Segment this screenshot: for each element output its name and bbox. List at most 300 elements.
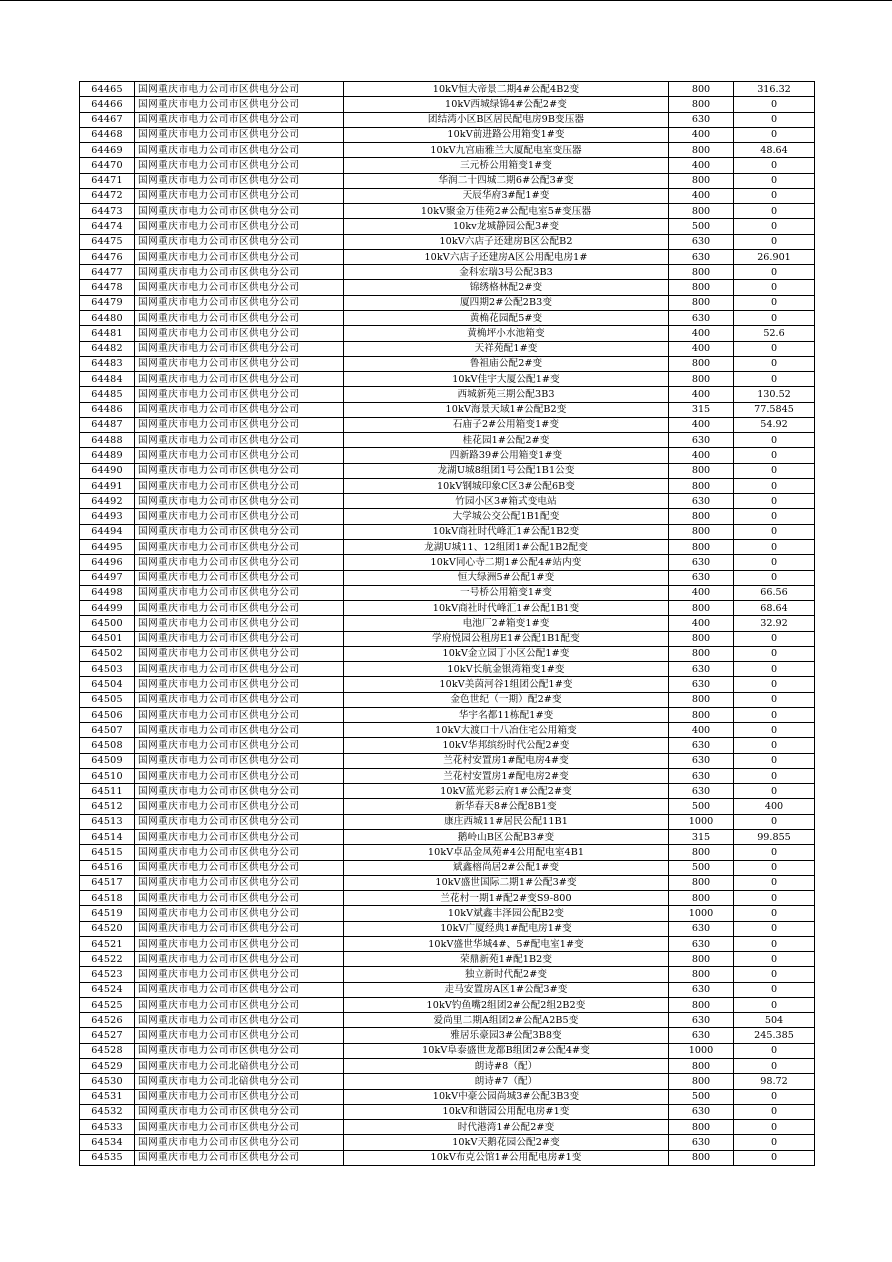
value-cell: 130.52 (734, 387, 815, 402)
row-id-cell: 64531 (80, 1089, 135, 1104)
company-cell: 国网重庆市电力公司市区供电分公司 (135, 921, 344, 936)
transformer-name-cell: 10kV恒大帝景二期4#公配4B2变 (344, 82, 669, 97)
value-cell: 316.32 (734, 82, 815, 97)
transformer-name-cell: 荣鼎新苑1#配1B2变 (344, 952, 669, 967)
company-cell: 国网重庆市电力公司市区供电分公司 (135, 341, 344, 356)
company-cell: 国网重庆市电力公司市区供电分公司 (135, 143, 344, 158)
value-cell: 0 (734, 97, 815, 112)
table-row (80, 1043, 815, 1058)
row-id-cell: 64526 (80, 1013, 135, 1028)
company-cell: 国网重庆市电力公司市区供电分公司 (135, 738, 344, 753)
company-cell: 国网重庆市电力公司市区供电分公司 (135, 601, 344, 616)
capacity-cell: 400 (669, 387, 734, 402)
table-row (80, 1059, 815, 1074)
row-id-cell: 64474 (80, 219, 135, 234)
capacity-cell: 630 (669, 738, 734, 753)
transformer-name-cell: 斌鑫榕尚居2#公配1#变 (344, 860, 669, 875)
company-cell: 国网重庆市电力公司市区供电分公司 (135, 310, 344, 325)
transformer-name-cell: 10kV海景天域1#公配B2变 (344, 402, 669, 417)
capacity-cell: 630 (669, 1135, 734, 1150)
table-row (80, 875, 815, 890)
row-id-cell: 64506 (80, 707, 135, 722)
table-row (80, 448, 815, 463)
table-row (80, 234, 815, 249)
table-row (80, 646, 815, 661)
transformer-name-cell: 10kV斌鑫丰泽园公配B2变 (344, 906, 669, 921)
table-row (80, 860, 815, 875)
transformer-name-cell: 鹅岭山B区公配B3#变 (344, 830, 669, 845)
row-id-cell: 64477 (80, 265, 135, 280)
value-cell: 0 (734, 112, 815, 127)
company-cell: 国网重庆市电力公司市区供电分公司 (135, 494, 344, 509)
capacity-cell: 1000 (669, 814, 734, 829)
company-cell: 国网重庆市电力公司市区供电分公司 (135, 631, 344, 646)
value-cell: 32.92 (734, 616, 815, 631)
company-cell: 国网重庆市电力公司市区供电分公司 (135, 82, 344, 97)
row-id-cell: 64490 (80, 463, 135, 478)
company-cell: 国网重庆市电力公司市区供电分公司 (135, 387, 344, 402)
company-cell: 国网重庆市电力公司市区供电分公司 (135, 463, 344, 478)
row-id-cell: 64478 (80, 280, 135, 295)
table-row (80, 845, 815, 860)
company-cell: 国网重庆市电力公司市区供电分公司 (135, 662, 344, 677)
company-cell: 国网重庆市电力公司市区供电分公司 (135, 158, 344, 173)
transformer-name-cell: 10kv龙城静园公配3#变 (344, 219, 669, 234)
table-row (80, 753, 815, 768)
company-cell: 国网重庆市电力公司市区供电分公司 (135, 417, 344, 432)
table-row (80, 631, 815, 646)
value-cell: 0 (734, 1043, 815, 1058)
capacity-cell: 800 (669, 631, 734, 646)
table-row (80, 249, 815, 264)
company-cell: 国网重庆市电力公司市区供电分公司 (135, 952, 344, 967)
transformer-name-cell: 雅居乐豪园3#公配3B8变 (344, 1028, 669, 1043)
table-row (80, 1074, 815, 1089)
transformer-name-cell: 10kV蓝光彩云府1#公配2#变 (344, 784, 669, 799)
value-cell: 0 (734, 997, 815, 1012)
row-id-cell: 64489 (80, 448, 135, 463)
capacity-cell: 800 (669, 692, 734, 707)
transformer-name-cell: 10kV华邦缤纷时代公配2#变 (344, 738, 669, 753)
capacity-cell: 400 (669, 585, 734, 600)
capacity-cell: 500 (669, 1089, 734, 1104)
transformer-name-cell: 鲁祖庙公配2#变 (344, 356, 669, 371)
table-row (80, 936, 815, 951)
capacity-cell: 1000 (669, 906, 734, 921)
capacity-cell: 400 (669, 723, 734, 738)
capacity-cell: 315 (669, 402, 734, 417)
company-cell: 国网重庆市电力公司市区供电分公司 (135, 1135, 344, 1150)
table-row (80, 1089, 815, 1104)
row-id-cell: 64509 (80, 753, 135, 768)
company-cell: 国网重庆市电力公司市区供电分公司 (135, 1028, 344, 1043)
capacity-cell: 630 (669, 753, 734, 768)
value-cell: 0 (734, 1089, 815, 1104)
value-cell: 0 (734, 967, 815, 982)
company-cell: 国网重庆市电力公司市区供电分公司 (135, 784, 344, 799)
value-cell: 0 (734, 768, 815, 783)
row-id-cell: 64479 (80, 295, 135, 310)
transformer-name-cell: 恒大绿洲5#公配1#变 (344, 570, 669, 585)
value-cell: 0 (734, 204, 815, 219)
value-cell: 0 (734, 1150, 815, 1165)
capacity-cell: 800 (669, 967, 734, 982)
capacity-cell: 800 (669, 524, 734, 539)
row-id-cell: 64530 (80, 1074, 135, 1089)
value-cell: 0 (734, 631, 815, 646)
company-cell: 国网重庆市电力公司市区供电分公司 (135, 448, 344, 463)
transformer-name-cell: 厦四期2#公配2B3变 (344, 295, 669, 310)
transformer-table (79, 81, 815, 1166)
transformer-name-cell: 朗诗#8（配） (344, 1059, 669, 1074)
company-cell: 国网重庆市电力公司市区供电分公司 (135, 814, 344, 829)
company-cell: 国网重庆市电力公司市区供电分公司 (135, 982, 344, 997)
table-row (80, 310, 815, 325)
company-cell: 国网重庆市电力公司市区供电分公司 (135, 112, 344, 127)
capacity-cell: 800 (669, 1059, 734, 1074)
table-row (80, 799, 815, 814)
row-id-cell: 64471 (80, 173, 135, 188)
value-cell: 245.385 (734, 1028, 815, 1043)
transformer-name-cell: 黄桷坪小水池箱变 (344, 326, 669, 341)
row-id-cell: 64497 (80, 570, 135, 585)
row-id-cell: 64528 (80, 1043, 135, 1058)
company-cell: 国网重庆市电力公司市区供电分公司 (135, 906, 344, 921)
value-cell: 26.901 (734, 249, 815, 264)
row-id-cell: 64484 (80, 372, 135, 387)
transformer-table-body (80, 82, 815, 1166)
capacity-cell: 800 (669, 173, 734, 188)
value-cell: 0 (734, 356, 815, 371)
company-cell: 国网重庆市电力公司市区供电分公司 (135, 799, 344, 814)
table-row (80, 433, 815, 448)
value-cell: 0 (734, 906, 815, 921)
transformer-name-cell: 华宇名都11栋配1#变 (344, 707, 669, 722)
table-row (80, 539, 815, 554)
row-id-cell: 64494 (80, 524, 135, 539)
row-id-cell: 64521 (80, 936, 135, 951)
table-row (80, 127, 815, 142)
table-row (80, 570, 815, 585)
company-cell: 国网重庆市电力公司市区供电分公司 (135, 692, 344, 707)
company-cell: 国网重庆市电力公司市区供电分公司 (135, 173, 344, 188)
table-row (80, 280, 815, 295)
value-cell: 0 (734, 524, 815, 539)
row-id-cell: 64520 (80, 921, 135, 936)
capacity-cell: 400 (669, 127, 734, 142)
row-id-cell: 64502 (80, 646, 135, 661)
row-id-cell: 64487 (80, 417, 135, 432)
transformer-name-cell: 10kV商社时代峰汇1#公配1B1变 (344, 601, 669, 616)
capacity-cell: 500 (669, 799, 734, 814)
row-id-cell: 64501 (80, 631, 135, 646)
transformer-name-cell: 10kV盛世华城4#、5#配电室1#变 (344, 936, 669, 951)
table-row (80, 341, 815, 356)
table-row (80, 188, 815, 203)
row-id-cell: 64488 (80, 433, 135, 448)
table-row (80, 738, 815, 753)
company-cell: 国网重庆市电力公司市区供电分公司 (135, 402, 344, 417)
value-cell: 0 (734, 1120, 815, 1135)
row-id-cell: 64515 (80, 845, 135, 860)
value-cell: 0 (734, 723, 815, 738)
row-id-cell: 64492 (80, 494, 135, 509)
row-id-cell: 64522 (80, 952, 135, 967)
capacity-cell: 315 (669, 830, 734, 845)
capacity-cell: 400 (669, 326, 734, 341)
value-cell: 0 (734, 494, 815, 509)
transformer-name-cell: 10kV卓品金凤苑#4公用配电室4B1 (344, 845, 669, 860)
value-cell: 0 (734, 692, 815, 707)
value-cell: 0 (734, 158, 815, 173)
capacity-cell: 500 (669, 219, 734, 234)
transformer-name-cell: 10kV六店子还建房B区公配B2 (344, 234, 669, 249)
value-cell: 0 (734, 814, 815, 829)
company-cell: 国网重庆市电力公司市区供电分公司 (135, 768, 344, 783)
row-id-cell: 64467 (80, 112, 135, 127)
capacity-cell: 630 (669, 677, 734, 692)
capacity-cell: 630 (669, 112, 734, 127)
value-cell: 0 (734, 372, 815, 387)
company-cell: 国网重庆市电力公司市区供电分公司 (135, 860, 344, 875)
company-cell: 国网重庆市电力公司市区供电分公司 (135, 326, 344, 341)
company-cell: 国网重庆市电力公司市区供电分公司 (135, 265, 344, 280)
table-row (80, 478, 815, 493)
value-cell: 0 (734, 952, 815, 967)
capacity-cell: 800 (669, 372, 734, 387)
transformer-name-cell: 华润二十四城二期6#公配3#变 (344, 173, 669, 188)
row-id-cell: 64503 (80, 662, 135, 677)
row-id-cell: 64466 (80, 97, 135, 112)
value-cell: 99.855 (734, 830, 815, 845)
row-id-cell: 64468 (80, 127, 135, 142)
company-cell: 国网重庆市电力公司市区供电分公司 (135, 585, 344, 600)
row-id-cell: 64476 (80, 249, 135, 264)
value-cell: 0 (734, 707, 815, 722)
company-cell: 国网重庆市电力公司市区供电分公司 (135, 509, 344, 524)
transformer-name-cell: 10kV广厦经典1#配电房1#变 (344, 921, 669, 936)
value-cell: 68.64 (734, 601, 815, 616)
row-id-cell: 64527 (80, 1028, 135, 1043)
table-row (80, 982, 815, 997)
table-row (80, 265, 815, 280)
row-id-cell: 64511 (80, 784, 135, 799)
value-cell: 0 (734, 341, 815, 356)
table-row (80, 585, 815, 600)
row-id-cell: 64493 (80, 509, 135, 524)
value-cell: 0 (734, 509, 815, 524)
capacity-cell: 800 (669, 295, 734, 310)
company-cell: 国网重庆市电力公司市区供电分公司 (135, 997, 344, 1012)
row-id-cell: 64469 (80, 143, 135, 158)
capacity-cell: 800 (669, 997, 734, 1012)
row-id-cell: 64491 (80, 478, 135, 493)
capacity-cell: 630 (669, 570, 734, 585)
row-id-cell: 64518 (80, 891, 135, 906)
capacity-cell: 630 (669, 982, 734, 997)
transformer-name-cell: 龙湖U城11、12组团1#公配1B2配变 (344, 539, 669, 554)
capacity-cell: 630 (669, 555, 734, 570)
transformer-name-cell: 10kV中豪公园尚城3#公配3B3变 (344, 1089, 669, 1104)
table-row (80, 891, 815, 906)
company-cell: 国网重庆市电力公司市区供电分公司 (135, 1104, 344, 1119)
value-cell: 98.72 (734, 1074, 815, 1089)
value-cell: 0 (734, 310, 815, 325)
table-row (80, 509, 815, 524)
capacity-cell: 800 (669, 280, 734, 295)
row-id-cell: 64483 (80, 356, 135, 371)
table-row (80, 707, 815, 722)
value-cell: 0 (734, 478, 815, 493)
table-row (80, 784, 815, 799)
transformer-name-cell: 康庄西城11#居民公配11B1 (344, 814, 669, 829)
transformer-name-cell: 10kV聚金万佳苑2#公配电室5#变压器 (344, 204, 669, 219)
table-row (80, 387, 815, 402)
capacity-cell: 400 (669, 188, 734, 203)
capacity-cell: 630 (669, 1028, 734, 1043)
capacity-cell: 400 (669, 341, 734, 356)
capacity-cell: 630 (669, 310, 734, 325)
value-cell: 0 (734, 646, 815, 661)
company-cell: 国网重庆市电力公司市区供电分公司 (135, 433, 344, 448)
table-row (80, 967, 815, 982)
capacity-cell: 800 (669, 1120, 734, 1135)
table-row (80, 692, 815, 707)
row-id-cell: 64498 (80, 585, 135, 600)
row-id-cell: 64475 (80, 234, 135, 249)
row-id-cell: 64510 (80, 768, 135, 783)
value-cell: 0 (734, 860, 815, 875)
transformer-name-cell: 10kV钢城印象C区3#公配6B变 (344, 478, 669, 493)
value-cell: 0 (734, 265, 815, 280)
value-cell: 0 (734, 234, 815, 249)
row-id-cell: 64481 (80, 326, 135, 341)
company-cell: 国网重庆市电力公司市区供电分公司 (135, 1089, 344, 1104)
table-row (80, 921, 815, 936)
transformer-name-cell: 10kV大渡口十八冶住宅公用箱变 (344, 723, 669, 738)
company-cell: 国网重庆市电力公司北碚供电分公司 (135, 1074, 344, 1089)
transformer-name-cell: 天祥苑配1#变 (344, 341, 669, 356)
capacity-cell: 800 (669, 509, 734, 524)
row-id-cell: 64512 (80, 799, 135, 814)
transformer-name-cell: 学府悦园公租房E1#公配1B1配变 (344, 631, 669, 646)
value-cell: 0 (734, 677, 815, 692)
table-row (80, 204, 815, 219)
capacity-cell: 800 (669, 845, 734, 860)
table-row (80, 402, 815, 417)
transformer-name-cell: 金色世纪（一期）配2#变 (344, 692, 669, 707)
capacity-cell: 800 (669, 891, 734, 906)
capacity-cell: 630 (669, 936, 734, 951)
row-id-cell: 64513 (80, 814, 135, 829)
value-cell: 0 (734, 295, 815, 310)
capacity-cell: 800 (669, 478, 734, 493)
capacity-cell: 800 (669, 265, 734, 280)
value-cell: 54.92 (734, 417, 815, 432)
row-id-cell: 64533 (80, 1120, 135, 1135)
table-row (80, 82, 815, 97)
capacity-cell: 800 (669, 707, 734, 722)
transformer-name-cell: 西城新苑三期公配3B3 (344, 387, 669, 402)
capacity-cell: 630 (669, 1104, 734, 1119)
transformer-name-cell: 四新路39#公用箱变1#变 (344, 448, 669, 463)
table-row (80, 601, 815, 616)
value-cell: 0 (734, 1135, 815, 1150)
transformer-name-cell: 黄桷花园配5#变 (344, 310, 669, 325)
capacity-cell: 630 (669, 494, 734, 509)
value-cell: 0 (734, 539, 815, 554)
capacity-cell: 800 (669, 952, 734, 967)
value-cell: 66.56 (734, 585, 815, 600)
capacity-cell: 630 (669, 1013, 734, 1028)
row-id-cell: 64507 (80, 723, 135, 738)
transformer-name-cell: 爱尚里二期A组团2#公配A2B5变 (344, 1013, 669, 1028)
company-cell: 国网重庆市电力公司市区供电分公司 (135, 295, 344, 310)
transformer-name-cell: 朗诗#7（配） (344, 1074, 669, 1089)
transformer-name-cell: 竹园小区3#箱式变电站 (344, 494, 669, 509)
row-id-cell: 64525 (80, 997, 135, 1012)
transformer-name-cell: 兰花村安置房1#配电房2#变 (344, 768, 669, 783)
transformer-name-cell: 10kV天鹅花园公配2#变 (344, 1135, 669, 1150)
table-row (80, 143, 815, 158)
company-cell: 国网重庆市电力公司市区供电分公司 (135, 188, 344, 203)
transformer-name-cell: 10kV前进路公用箱变1#变 (344, 127, 669, 142)
value-cell: 48.64 (734, 143, 815, 158)
company-cell: 国网重庆市电力公司市区供电分公司 (135, 127, 344, 142)
company-cell: 国网重庆市电力公司市区供电分公司 (135, 1150, 344, 1165)
transformer-name-cell: 金科宏瑞3号公配3B3 (344, 265, 669, 280)
company-cell: 国网重庆市电力公司市区供电分公司 (135, 1043, 344, 1058)
company-cell: 国网重庆市电力公司市区供电分公司 (135, 97, 344, 112)
company-cell: 国网重庆市电力公司市区供电分公司 (135, 1120, 344, 1135)
value-cell: 52.6 (734, 326, 815, 341)
value-cell: 77.5845 (734, 402, 815, 417)
value-cell: 0 (734, 173, 815, 188)
transformer-name-cell: 独立新时代配2#变 (344, 967, 669, 982)
value-cell: 0 (734, 1104, 815, 1119)
transformer-name-cell: 10kV布克公馆1#公用配电房#1变 (344, 1150, 669, 1165)
value-cell: 0 (734, 845, 815, 860)
table-row (80, 158, 815, 173)
table-row (80, 723, 815, 738)
row-id-cell: 64496 (80, 555, 135, 570)
table-row (80, 295, 815, 310)
company-cell: 国网重庆市电力公司市区供电分公司 (135, 646, 344, 661)
row-id-cell: 64517 (80, 875, 135, 890)
row-id-cell: 64514 (80, 830, 135, 845)
capacity-cell: 800 (669, 875, 734, 890)
capacity-cell: 630 (669, 662, 734, 677)
company-cell: 国网重庆市电力公司市区供电分公司 (135, 524, 344, 539)
company-cell: 国网重庆市电力公司市区供电分公司 (135, 356, 344, 371)
row-id-cell: 64508 (80, 738, 135, 753)
transformer-name-cell: 锦绣格林配2#变 (344, 280, 669, 295)
value-cell: 0 (734, 555, 815, 570)
table-row (80, 97, 815, 112)
transformer-name-cell: 团结湾小区B区居民配电房9B变压器 (344, 112, 669, 127)
transformer-name-cell: 10kV西城绿锦4#公配2#变 (344, 97, 669, 112)
row-id-cell: 64535 (80, 1150, 135, 1165)
value-cell: 0 (734, 280, 815, 295)
capacity-cell: 630 (669, 433, 734, 448)
table-row (80, 1104, 815, 1119)
value-cell: 0 (734, 891, 815, 906)
row-id-cell: 64470 (80, 158, 135, 173)
company-cell: 国网重庆市电力公司市区供电分公司 (135, 967, 344, 982)
capacity-cell: 630 (669, 234, 734, 249)
row-id-cell: 64534 (80, 1135, 135, 1150)
company-cell: 国网重庆市电力公司市区供电分公司 (135, 539, 344, 554)
